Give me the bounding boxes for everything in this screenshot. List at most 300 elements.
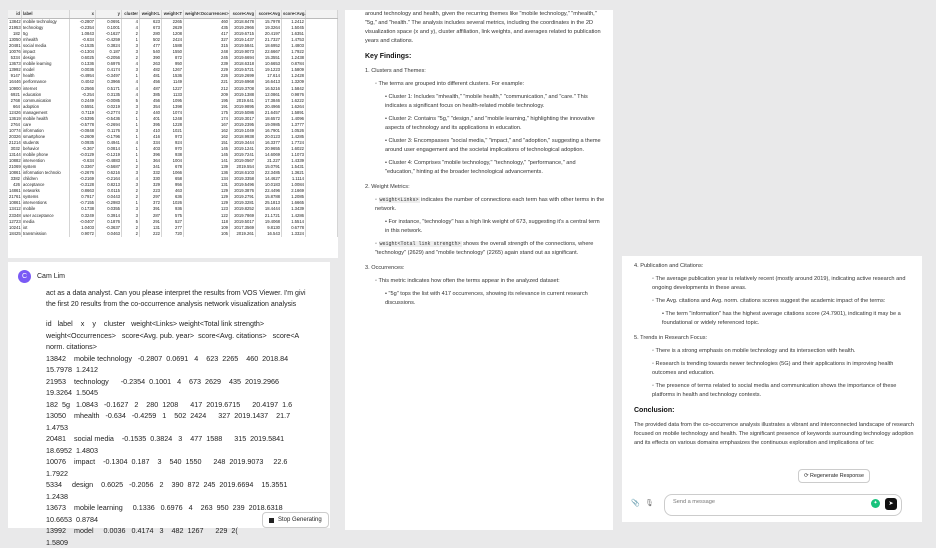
table-cell[interactable]: 456 [140,79,162,85]
col-header-id[interactable]: id [8,10,22,18]
table-cell[interactable]: 195 [184,98,230,104]
table-cell[interactable]: 416 [140,134,162,140]
table-cell[interactable]: 13050 [9,37,21,43]
table-cell[interactable]: 4 [122,79,140,85]
table-cell[interactable]: 10.6653 [256,61,282,67]
table-cell[interactable]: health [22,73,70,79]
table-cell[interactable]: 1228 [162,122,184,128]
table-cell[interactable]: 221 [184,79,230,85]
table-cell[interactable]: 129 [184,194,230,200]
table-cell[interactable]: 678 [162,164,184,170]
table-cell[interactable]: mobile [22,206,70,212]
table-cell[interactable]: 2019.6715 [230,31,256,37]
table-cell[interactable]: 167 [184,122,230,128]
table-cell[interactable]: 2019.261 [230,231,256,237]
table-cell[interactable]: 2019.3708 [230,86,256,92]
table-cell[interactable]: 391 [140,206,162,212]
table-cell[interactable]: 0.0219 [96,104,122,110]
table-cell[interactable]: 2 [122,164,140,170]
table-cell[interactable]: 0.7917 [70,194,96,200]
table-cell[interactable]: 0.0463 [96,231,122,237]
table-cell[interactable]: networks [22,188,70,194]
table-cell[interactable]: -0.4883 [96,158,122,164]
table-cell[interactable]: 18.6952 [256,43,282,49]
table-cell[interactable]: 341 [140,164,162,170]
table-cell[interactable]: 14861 [9,188,21,194]
table-cell[interactable]: 0.3367 [70,164,96,170]
table-cell[interactable]: 20326 [9,133,21,139]
col-header-weight-total[interactable]: weight<T [163,11,182,16]
table-cell[interactable]: 123 [184,206,230,212]
table-cell[interactable]: 2 [122,31,140,37]
table-cell[interactable]: 396 [140,152,162,158]
send-button[interactable]: ➤ [885,498,897,510]
table-cell[interactable]: 1133 [162,92,184,98]
table-cell[interactable]: 22.6667 [256,49,282,55]
table-cell[interactable]: 14.4627 [256,176,282,182]
table-cell[interactable]: 1.3777 [282,122,306,128]
table-cell[interactable]: systems [22,194,70,200]
table-cell[interactable]: 22.3485 [256,170,282,176]
table-cell[interactable]: -0.1627 [96,31,122,37]
table-cell[interactable]: 327 [184,37,230,43]
table-cell[interactable]: 21.6457 [256,110,282,116]
table-cell[interactable]: 21069 [9,164,21,170]
table-cell[interactable]: 329 [140,182,162,188]
table-cell[interactable]: mobile health [22,116,70,122]
table-cell[interactable]: -0.2164 [96,176,122,182]
table-cell[interactable]: 2.1669 [282,188,306,194]
table-cell[interactable]: 2019.5496 [230,182,256,188]
table-cell[interactable]: 0.4174 [96,67,122,73]
table-cell[interactable]: 10861 [9,170,21,176]
table-cell[interactable]: 970 [162,146,184,152]
table-cell[interactable]: 20.9655 [256,146,282,152]
table-cell[interactable]: 2019.1388 [230,92,256,98]
table-cell[interactable]: 21761 [9,194,21,200]
table-cell[interactable]: 5 [122,219,140,225]
table-cell[interactable]: 2 [122,188,140,194]
table-cell[interactable]: 109 [184,225,230,231]
paperclip-icon[interactable]: 📎 [631,500,640,507]
table-cell[interactable]: 0.5171 [96,86,122,92]
table-cell[interactable]: 2019.2966 [230,25,256,31]
microphone-icon[interactable]: 🎙 [645,500,654,507]
table-cell[interactable]: 332 [140,170,162,176]
table-cell[interactable]: -0.4259 [96,37,122,43]
table-cell[interactable]: -0.3637 [96,225,122,231]
table-cell[interactable]: iot [22,225,70,231]
table-cell[interactable]: 13619 [9,115,21,121]
table-cell[interactable]: 390 [140,55,162,61]
table-cell[interactable]: -0.2774 [96,110,122,116]
table-cell[interactable]: 1.4286 [282,213,306,219]
table-cell[interactable]: 395 [140,122,162,128]
table-cell[interactable]: 277 [162,225,184,231]
table-cell[interactable]: 3 [122,49,140,55]
table-cell[interactable]: 1.6222 [282,98,306,104]
table-cell[interactable]: 209 [184,92,230,98]
table-cell[interactable]: 720 [162,231,184,237]
table-cell[interactable]: -0.2676 [70,170,96,176]
col-header-label[interactable]: label [22,10,70,18]
table-cell[interactable]: transmission [22,231,70,237]
table-cell[interactable]: 136 [184,170,230,176]
table-cell[interactable]: 1.3209 [282,79,306,85]
table-cell[interactable]: 403 [140,146,162,152]
table-cell[interactable]: 1550 [162,49,184,55]
table-cell[interactable]: 18.4444 [256,206,282,212]
table-cell[interactable]: 2019.5721 [230,67,256,73]
table-cell[interactable]: -0.1219 [96,152,122,158]
table-cell[interactable]: 1026 [162,200,184,206]
table-cell[interactable]: 354 [140,104,162,110]
table-cell[interactable]: 2019.9073 [230,49,256,55]
table-cell[interactable]: 0.0355 [96,206,122,212]
table-cell[interactable]: 297 [140,194,162,200]
col-header-score-norm[interactable]: score<Avg. [283,11,306,16]
table-cell[interactable]: 9147 [8,73,22,79]
table-cell[interactable]: intervention [22,158,70,164]
table-cell[interactable]: 19.3264 [256,25,282,31]
table-cell[interactable]: 477 [140,43,162,49]
table-cell[interactable]: students [22,140,70,146]
table-cell[interactable]: 1.5431 [282,164,306,170]
table-cell[interactable]: 2424 [162,37,184,43]
table-cell[interactable]: 212 [184,86,230,92]
table-cell[interactable]: 936 [162,206,184,212]
table-cell[interactable]: 385 [140,92,162,98]
table-cell[interactable]: 248 [184,49,230,55]
table-cell[interactable]: 17.614 [256,73,282,79]
table-cell[interactable]: 118 [184,219,230,225]
table-cell[interactable]: 10882 [9,158,21,164]
table-cell[interactable]: -0.2354 [70,25,96,31]
table-cell[interactable]: 1267 [162,67,184,73]
table-cell[interactable]: 463 [162,188,184,194]
table-cell[interactable]: 636 [162,194,184,200]
table-cell[interactable]: 1.5514 [282,219,306,225]
table-cell[interactable]: 2019.5841 [230,43,256,49]
table-cell[interactable]: adoption [22,104,70,110]
table-cell[interactable]: 1.5809 [282,67,306,73]
table-cell[interactable]: 1 [122,152,140,158]
table-cell[interactable]: -0.2983 [96,200,122,206]
table-cell[interactable]: 4 [122,140,140,146]
table-cell[interactable]: 658 [162,176,184,182]
table-cell[interactable]: 19.4068 [256,219,282,225]
table-cell[interactable]: 245 [184,55,230,61]
table-cell[interactable]: 10076 [9,49,21,55]
table-cell[interactable]: -0.367 [70,146,96,152]
table-cell[interactable]: 0.1738 [70,206,96,212]
table-cell[interactable]: 1.4285 [282,134,306,140]
table-cell[interactable]: 141 [184,158,230,164]
table-cell[interactable]: 1.0403 [70,225,96,231]
table-cell[interactable]: 5 [122,98,140,104]
table-cell[interactable]: impact [22,49,70,55]
table-cell[interactable]: 3 [122,213,140,219]
table-cell[interactable]: 16.543 [256,231,282,237]
table-cell[interactable]: 2019.7869 [230,213,256,219]
table-cell[interactable]: 1 [122,116,140,122]
table-cell[interactable]: 440 [140,110,162,116]
table-cell[interactable]: 2019.3281 [230,200,256,206]
table-cell[interactable]: -0.3128 [70,182,96,188]
table-cell[interactable]: 139 [184,164,230,170]
table-cell[interactable]: 10861 [9,200,21,206]
table-cell[interactable]: 0.2566 [70,86,96,92]
col-header-empty[interactable] [306,10,338,18]
table-cell[interactable]: model [22,67,70,73]
table-cell[interactable]: 315 [184,43,230,49]
table-cell[interactable]: 1021 [162,128,184,134]
table-cell[interactable]: 15.3551 [256,55,282,61]
table-cell[interactable]: 1.2412 [282,19,306,25]
table-cell[interactable]: 5g [22,31,70,37]
table-cell[interactable]: 1.7724 [282,140,306,146]
table-cell[interactable]: 2018.8478 [230,19,256,25]
table-cell[interactable]: mobile learning [22,61,70,67]
col-header-x[interactable]: x [70,10,96,18]
table-cell[interactable]: 334 [140,140,162,146]
table-cell[interactable]: 0.187 [96,49,122,55]
table-cell[interactable]: 2019.2699 [230,73,256,79]
table-cell[interactable]: 1 [122,134,140,140]
table-cell[interactable]: 10774 [9,127,21,133]
table-cell[interactable]: 664 [8,104,22,110]
table-cell[interactable]: 3 [122,104,140,110]
col-header-score-year[interactable]: score<Avg [230,10,256,18]
table-cell[interactable]: 0.8213 [96,182,122,188]
table-cell[interactable]: media [22,219,70,225]
table-cell[interactable]: 2019.554 [230,164,256,170]
table-cell[interactable]: 226 [184,73,230,79]
table-cell[interactable]: 1248 [162,116,184,122]
table-cell[interactable]: 0.1001 [96,25,122,31]
table-cell[interactable]: information technolo [22,170,70,176]
stop-generating-button[interactable] [262,512,329,528]
table-cell[interactable]: 502 [140,37,162,43]
table-cell[interactable]: 1149 [162,79,184,85]
table-cell[interactable]: 0.6778 [282,225,306,231]
table-cell[interactable]: -0.2169 [70,176,96,182]
table-cell[interactable]: 938 [162,152,184,158]
table-cell[interactable]: 623 [140,19,162,25]
table-cell[interactable]: -0.5687 [96,164,122,170]
table-cell[interactable]: 2019.3876 [230,188,256,194]
table-cell[interactable]: 16446 [9,79,21,85]
table-cell[interactable]: information [22,128,70,134]
table-cell[interactable]: 13673 [9,61,21,67]
table-cell[interactable]: performance [22,79,70,85]
table-cell[interactable]: 0.9072 [70,231,96,237]
table-cell[interactable]: 1.3324 [282,231,306,237]
table-cell[interactable]: 872 [162,55,184,61]
table-cell[interactable]: 1 [122,200,140,206]
table-cell[interactable]: 15.8788 [256,194,282,200]
table-cell[interactable]: 1.5045 [282,25,306,31]
table-cell[interactable]: 0.6025 [70,55,96,61]
table-cell[interactable]: 1 [122,73,140,79]
table-cell[interactable]: 0.3824 [96,43,122,49]
table-cell[interactable]: -0.1796 [96,134,122,140]
table-cell[interactable]: 1095 [162,98,184,104]
table-cell[interactable]: 16.5216 [256,86,282,92]
table-cell[interactable]: 1398 [162,104,184,110]
table-cell[interactable]: -0.4954 [70,73,96,79]
table-cell[interactable]: -0.2694 [96,122,122,128]
table-cell[interactable]: 3032 [8,146,22,152]
table-cell[interactable]: 10.0183 [256,182,282,188]
table-cell[interactable]: 460 [184,19,230,25]
table-cell[interactable]: 0.8784 [282,61,306,67]
table-cell[interactable]: 956 [162,182,184,188]
table-cell[interactable]: 2018.6103 [230,170,256,176]
table-cell[interactable]: 21.227 [256,158,282,164]
table-cell[interactable]: social media [22,43,70,49]
table-cell[interactable]: -0.0129 [70,152,96,158]
table-cell[interactable]: 4 [122,25,140,31]
table-cell[interactable]: 401 [140,116,162,122]
table-cell[interactable]: 131 [184,182,230,188]
table-cell[interactable]: 18425 [9,230,21,236]
table-cell[interactable]: 0.3966 [96,79,122,85]
table-cell[interactable]: 20481 [9,43,21,49]
table-cell[interactable]: 15.0791 [256,164,282,170]
table-cell[interactable]: mobile phone [22,152,70,158]
table-cell[interactable]: 2 [122,225,140,231]
table-cell[interactable]: 2 [122,110,140,116]
table-cell[interactable]: 1227 [162,86,184,92]
table-cell[interactable]: 2265 [162,19,184,25]
table-cell[interactable]: 540 [140,49,162,55]
table-cell[interactable]: 2019.2791 [230,194,256,200]
table-cell[interactable]: 973 [162,134,184,140]
table-cell[interactable]: 1.0843 [70,31,96,37]
table-cell[interactable]: 1004 [162,158,184,164]
table-cell[interactable]: 3 [122,67,140,73]
table-cell[interactable]: 1074 [162,110,184,116]
table-cell[interactable]: -0.254 [70,92,96,98]
table-cell[interactable]: 21.7327 [256,37,282,43]
table-cell[interactable]: 2629 [162,25,184,31]
table-cell[interactable]: 2019.3017 [230,116,256,122]
table-cell[interactable]: 2019.6694 [230,55,256,61]
table-cell[interactable]: 1066 [162,170,184,176]
table-cell[interactable]: management [22,110,70,116]
table-cell[interactable]: design [22,55,70,61]
table-cell[interactable]: 4 [122,86,140,92]
table-cell[interactable]: 3 [122,182,140,188]
table-cell[interactable]: 22.4496 [256,188,282,194]
message-input[interactable] [671,498,825,506]
table-cell[interactable]: 134 [184,176,230,182]
table-cell[interactable]: 18.6572 [256,116,282,122]
table-cell[interactable]: 1.0084 [282,182,306,188]
table-cell[interactable]: communication [22,98,70,104]
table-cell[interactable]: 2 [122,55,140,61]
table-cell[interactable]: 1.5842 [282,86,306,92]
table-cell[interactable]: 2019.9895 [230,104,256,110]
table-cell[interactable]: 145 [184,146,230,152]
table-cell[interactable]: 1 [122,122,140,128]
table-cell[interactable]: mobile technology [22,19,70,25]
table-cell[interactable]: system [22,164,70,170]
table-cell[interactable]: 0.1336 [70,61,96,67]
table-cell[interactable]: 25.1813 [256,200,282,206]
table-cell[interactable]: 575 [162,213,184,219]
table-cell[interactable]: 1.4753 [282,37,306,43]
table-cell[interactable]: 0.4042 [70,79,96,85]
table-cell[interactable]: 0.0115 [96,188,122,194]
table-cell[interactable]: 330 [140,176,162,182]
table-cell[interactable]: 17.3846 [256,98,282,104]
table-cell[interactable]: 13412 [9,206,21,212]
table-cell[interactable]: 3 [122,206,140,212]
table-cell[interactable]: 129 [184,200,230,206]
table-cell[interactable]: 2019.5017 [230,219,256,225]
table-cell[interactable]: -0.1304 [70,49,96,55]
table-cell[interactable]: 2 [122,194,140,200]
table-cell[interactable]: 0.3249 [70,213,96,219]
table-cell[interactable]: 3382 [8,176,22,182]
table-cell[interactable]: 3 [122,43,140,49]
table-cell[interactable]: 287 [140,213,162,219]
table-cell[interactable]: 1 [122,37,140,43]
table-cell[interactable]: 3 [122,170,140,176]
table-cell[interactable]: 174 [184,116,230,122]
table-cell[interactable]: 122 [184,213,230,219]
table-cell[interactable]: interventions [22,200,70,206]
table-cell[interactable]: 9.8130 [256,225,282,231]
table-row[interactable] [8,231,338,237]
table-cell[interactable]: 0.2449 [70,98,96,104]
table-cell[interactable]: 527 [162,219,184,225]
table-cell[interactable]: -0.1535 [70,43,96,49]
table-cell[interactable]: 1.4339 [282,158,306,164]
table-cell[interactable]: 4 [122,61,140,67]
table-cell[interactable]: 417 [184,31,230,37]
table-cell[interactable]: 191 [184,104,230,110]
table-cell[interactable]: 151 [184,140,230,146]
table-cell[interactable]: 4 [122,19,140,25]
table-cell[interactable]: 222 [140,231,162,237]
col-header-y[interactable]: y [96,10,122,18]
table-cell[interactable]: 1536 [162,73,184,79]
table-cell[interactable]: 481 [140,73,162,79]
table-cell[interactable]: 1588 [162,43,184,49]
table-cell[interactable]: 20.4966 [256,104,282,110]
table-cell[interactable]: 410 [140,128,162,134]
table-cell[interactable]: 16.7901 [256,128,282,134]
table-cell[interactable]: 12.0861 [256,92,282,98]
table-cell[interactable]: 1.6351 [282,31,306,37]
table-cell[interactable]: 364 [140,158,162,164]
table-cell[interactable]: 2019.1049 [230,128,256,134]
table-cell[interactable]: smartphone [22,134,70,140]
table-cell[interactable]: 145 [184,152,230,158]
table-cell[interactable]: 482 [140,67,162,73]
table-cell[interactable]: 0.1176 [96,128,122,134]
table-cell[interactable]: 2019.7241 [230,152,256,158]
table-cell[interactable]: 129 [184,188,230,194]
table-cell[interactable]: 0.3135 [96,92,122,98]
table-cell[interactable]: behavior [22,146,70,152]
table-cell[interactable]: 4 [122,176,140,182]
table-cell[interactable]: 175 [184,110,230,116]
table-cell[interactable]: -0.634 [70,158,96,164]
